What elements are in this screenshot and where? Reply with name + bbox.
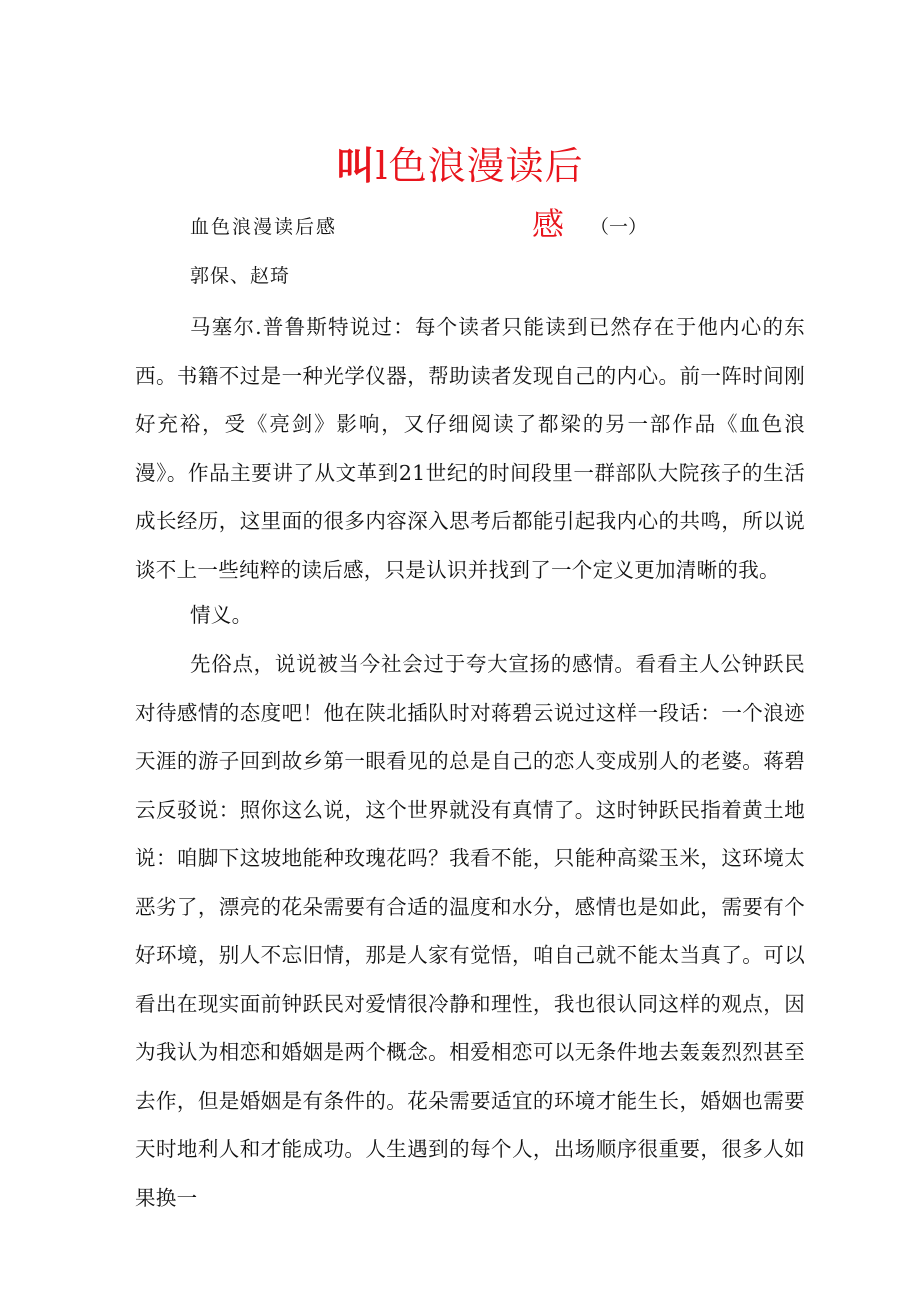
subtitle-mark: 感 [532,205,565,243]
subtitle-text: 血色浪漫读后感 [190,216,338,238]
document-title [0,138,920,194]
title-glyph: l [375,144,389,188]
subtitle [190,202,650,252]
title-lead: 叫 [336,144,376,188]
subtitle-number: （一） [590,216,648,238]
paragraph-emotion: 先俗点，说说被当今社会过于夸大宣扬的感情。看看主人公钟跃民对待感情的态度吧！他在陕北插队时对蒋碧云说过这样一段话：一个浪迹天涯的游子回到故乡第一眼看见的总是自己的恋人变成别人的老婆。蒋碧云反驳说：照你这么说，这个世界就没有真情了。这时钟跃民指着黄土地说：咱脚下这坡地能种玫瑰花吗？我看不能，只能种高粱玉米，这环境太恶劣了，漂亮的花朵需要有合适的温度和水分，感情也是如此，需要有个好环境，别人不忘旧情，那是人家有觉悟，咱自己就不能太当真了。可以看出在现实面前钟跃民对爱情很冷静和理性，我也很认同这样的观点，因为我认为相恋和婚姻是两个概念。相爱相恋可以无条件地去轰轰烈烈甚至去作，但是婚姻是有条件的。花朵需要适宜的环境才能生长，婚姻也需要天时地利人和才能成功。人生遇到的每个人，出场顺序很重要，很多人如果换一 [135,652,805,1210]
title-rest: 色浪漫读后 [388,144,584,188]
authors: 郭保、赵琦 [190,265,291,287]
section-heading-qingyi: 情义。 [190,603,253,627]
paragraph-intro: 马塞尔.普鲁斯特说过：每个读者只能读到已然存在于他内心的东西。书籍不过是一种光学仪器，帮助读者发现自己的内心。前一阵时间刚好充裕，受《亮剑》影响，又仔细阅读了都梁的另一部作品《血色浪漫》。作品主要讲了从文革到21世纪的时间段里一群部队大院孩子的生活成长经历，这里面的很多内容深入思考后都能引起我内心的共鸣，所以说谈不上一些纯粹的读后感，只是认识并找到了一个定义更加清晰的我。 [135,315,805,582]
